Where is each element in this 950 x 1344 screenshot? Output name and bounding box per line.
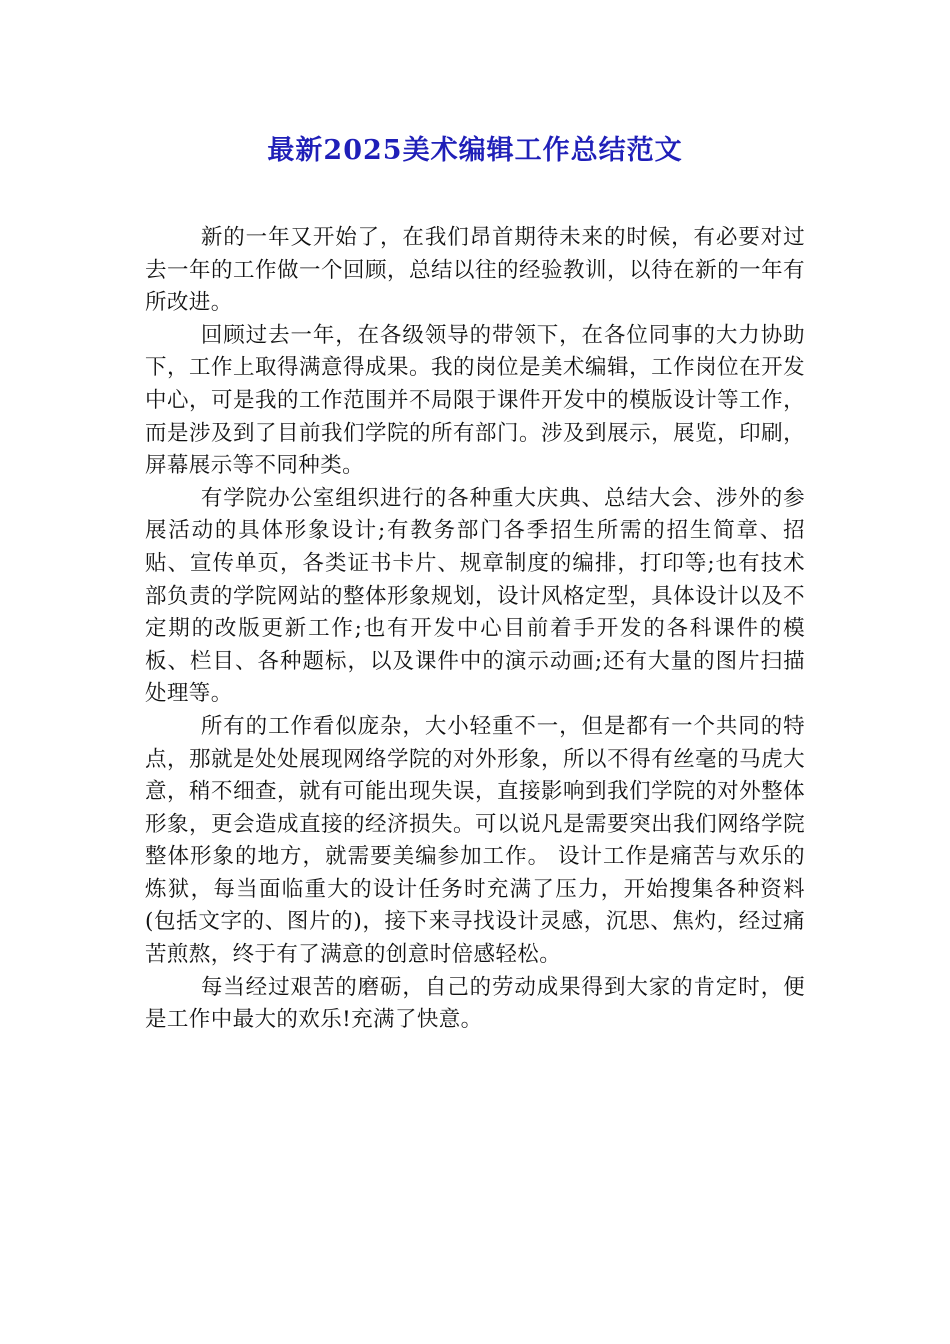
paragraph-1: 新的一年又开始了，在我们昂首期待未来的时候，有必要对过去一年的工作做一个回顾，总结以往的经验教训，以待在新的一年有所改进。	[145, 225, 805, 316]
paragraph-3: 有学院办公室组织进行的各种重大庆典、总结大会、涉外的参展活动的具体形象设计;有教务部门各季招生所需的招生简章、招贴、宣传单页，各类证书卡片、规章制度的编排，打印等;也有技术部负责的学院网站的整体形象规划，设计风格定型，具体设计以及不定期的改版更新工作;也有开发中心目前着手开发的各科课件的模板、栏目、各种题标，以及课件中的演示动画;还有大量的图片扫描处理等。	[145, 485, 805, 707]
document-title: 最新2025美术编辑工作总结范文	[267, 135, 683, 166]
document-body	[145, 222, 805, 1037]
paragraph-4: 所有的工作看似庞杂，大小轻重不一，但是都有一个共同的特点，那就是处处展现网络学院的对外形象，所以不得有丝毫的马虎大意，稍不细查，就有可能出现失误，直接影响到我们学院的对外整体形象，更会造成直接的经济损失。可以说凡是需要突出我们网络学院整体形象的地方，就需要美编参加工作。 设计工作是痛苦与欢乐的炼狱，每当面临重大的设计任务时充满了压力，开始搜集各种资料(包括文字的、图片的)，接下来寻找设计灵感，沉思、焦灼，经过痛苦煎熬，终于有了满意的创意时倍感轻松。	[145, 713, 805, 968]
paragraph-5: 每当经过艰苦的磨砺，自己的劳动成果得到大家的肯定时，便是工作中最大的欢乐!充满了快意。	[145, 974, 805, 1033]
paragraph-2: 回顾过去一年，在各级领导的带领下，在各位同事的大力协助下，工作上取得满意得成果。我的岗位是美术编辑，工作岗位在开发中心，可是我的工作范围并不局限于课件开发中的模版设计等工作，而是涉及到了目前我们学院的所有部门。涉及到展示，展览，印刷，屏幕展示等不同种类。	[145, 322, 805, 479]
